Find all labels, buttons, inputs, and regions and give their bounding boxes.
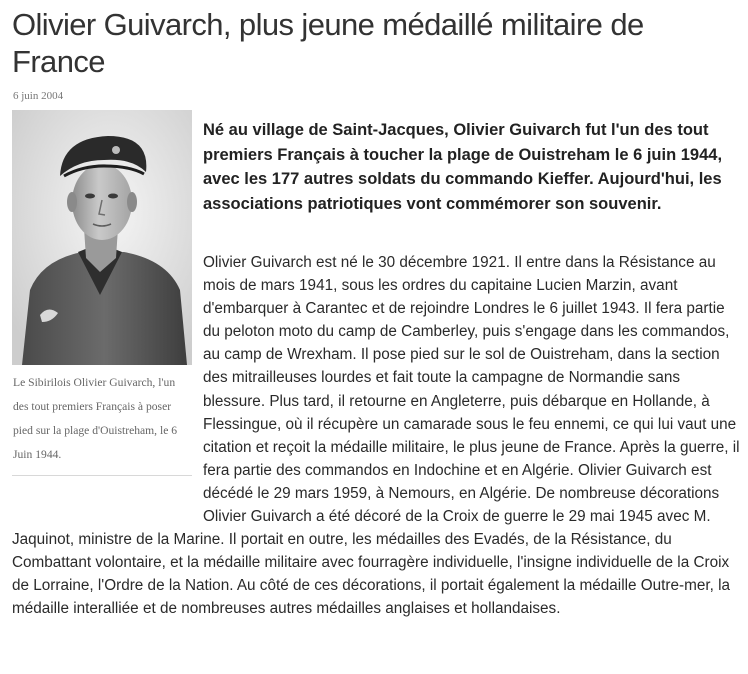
article-date: 6 juin 2004: [13, 90, 64, 102]
article-lead-block: [203, 118, 738, 216]
photo-caption: Le Sibirilois Olivier Guivarch, l'un des tout premiers Français à poser pied sur la plage d'Ouistreham, le 6 Juin 1944.: [12, 365, 192, 476]
article-title: Olivier Guivarch, plus jeune médaillé militaire de France: [12, 7, 644, 79]
article-body-container: [12, 251, 742, 621]
article-lead: Né au village de Saint-Jacques, Olivier Guivarch fut l'un des tout premiers Français à toucher la plage de Ouistreham le 6 juin 1944, avec les 177 autres soldats du commando Kieffer. Aujourd'hui, les associations patriotiques vont commémorer son souvenir.: [203, 121, 723, 213]
figure-wrap-spacer: [12, 251, 203, 506]
article-body: Olivier Guivarch est né le 30 décembre 1921. Il entre dans la Résistance au mois de mars 1941, sous les ordres du capitaine Lucien Marzin, avant d'embarquer à Carantec et de rejoindre Londres le 6 juillet 1943. Il fera partie du peloton moto du camp de Camberley, puis s'engage dans les commandos, au camp de Wrexham. Il pose pied sur le sol de Ouistreham, dans la section des mitrailleuses lourdes et fait toute la campagne de Normandie sans blessure. Plus tard, il retourne en Angleterre, puis débarque en Hollande, à Flessingue, où il récupère un camarade sous le feu ennemi, ce qui lui vaut une citation et reçoit la médaille militaire, le plus jeune de France. Après la guerre, il fera partie des commandos en Indochine et en Algérie. Olivier Guivarch est décédé le 29 mars 1959, à Nemours, en Algérie. De nombreuse décorations Olivier Guivarch a été décoré de la Croix de guerre le 29 mai 1945 avec M. Jaquinot, ministre de la Marine. Il portait en outre, les médailles des Evadés, de la Résistance, du Combattant volontaire, et la médaille militaire avec fourragère individuelle, l'insigne individuelle de la Croix de Lorraine, l'Ordre de la Nation. Au côté de ces décorations, il portait également la médaille Outre-mer, la médaille interalliée et de nombreuses autres médailles anglaises et hollandaises.: [12, 254, 740, 618]
